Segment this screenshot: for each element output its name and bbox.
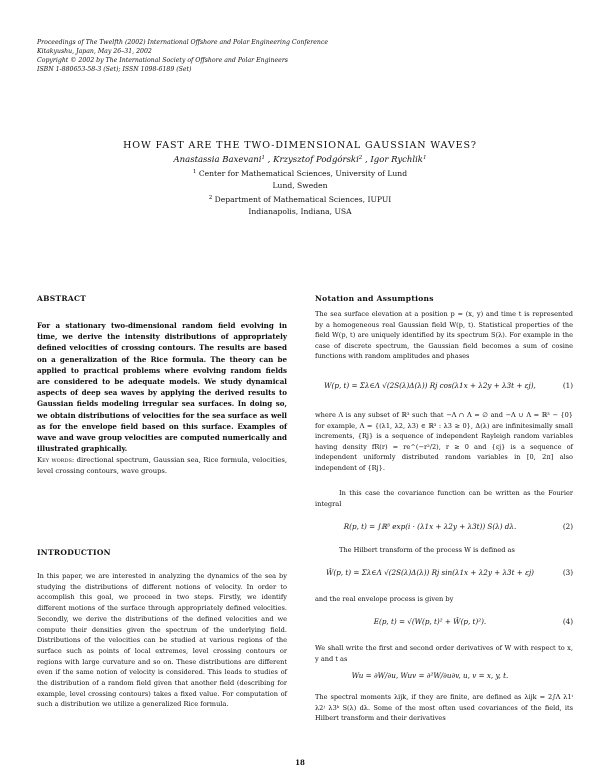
abstract-heading: ABSTRACT [37,294,87,303]
introduction-text: In this paper, we are interested in analyzing the dynamics of the sea by studying the distributions of different notions of velocity. In order to accomplish this goal, we proceed in two steps. Firstly, we identify different motions of the surface through appropriately defined velocities. Secondly, we derive the distributions of the defined velocities and we compute their densities given the spectrum of the underlying field. Distributions of the velocities can be studied at various regions of the surface such as points of local extremes, level crossing contours or regions with large curvature and so on. These distributions are different even if the same notion of velocity is considered. This leads to studies of the distribution of a random field given that another field (describing for example, level crossing contours) takes a fixed value. For computation of such a distribution we utilize a generalized Rice formula. [37,572,287,709]
affiliation-superscript: 2 [208,195,213,201]
header-line: ISBN 1-880653-58-3 (Set); ISSN 1098-6189 (Set) [37,66,192,73]
author-name: Anastassia Baxevani [173,155,262,165]
notation-paragraph: and the real envelope process is given by [315,595,454,603]
affiliation-1 [0,169,600,178]
equation-2 [315,522,573,534]
affiliation-1-location: Lund, Sweden [272,181,328,190]
equation-body: Ŵ(p, t) = Σλ∈Λ √(2S(λ)Δ(λ)) Rj sin(λ1x + λ2y + λ3t + εj) [326,568,534,577]
page-number: 18 [295,758,305,767]
keywords [37,455,287,477]
author-superscript: 2 [358,155,363,161]
equation-4 [315,617,573,629]
equation-number: (4) [562,617,573,626]
header-line: Proceedings of The Twelfth (2002) International Offshore and Polar Engineering Conference [37,39,329,46]
notation-paragraph: The spectral moments λijk, if they are finite, are defined as λijk = 2∫Λ λ1ⁱ λ2ʲ λ3ᵏ S(λ) dλ. Some of the most often used covariances of the field, its Hilbert transform and their derivatives [315,693,573,723]
affiliation-2 [0,195,600,204]
affiliation-line: Department of Mathematical Sciences, IUPUI [214,195,392,204]
equation-number: (2) [562,522,573,531]
author-separator: , [362,155,371,165]
keywords-label: Key words: [37,456,75,464]
abstract-text: For a stationary two-dimensional random field evolving in time, we derive the intensity distributions of appropriately defined velocities of crossing contours. The results are based on a generalization of the Rice formula. The theory can be applied to practical problems where evolving random fields are considered to be adequate models. We study dynamical aspects of deep sea waves by applying the derived results to Gaussian fields modeling irregular sea surfaces. In doing so, we obtain distributions of velocities for the sea surface as well as for the envelope field based on this surface. Examples of wave and wave group velocities are computed numerically and illustrated graphically. [37,321,287,454]
proceedings-header [37,38,437,74]
paper-title: HOW FAST ARE THE TWO-DIMENSIONAL GAUSSIAN WAVES? [123,140,477,151]
notation-paragraph: In this case the covariance function can be written as the Fourier integral [315,489,573,508]
equation-3 [315,568,573,580]
equation-1 [315,381,573,393]
affiliation-line: Center for Mathematical Sciences, University of Lund [198,169,408,178]
equation-5 [315,671,573,683]
author-name: Igor Rychlik [370,155,423,165]
author-superscript: 1 [261,155,265,161]
equation-body: E(p, t) = √(W(p, t)² + Ŵ(p, t)²). [373,617,487,626]
affiliation-2-location: Indianapolis, Indiana, USA [248,207,352,216]
header-line: Kitakyushu, Japan, May 26–31, 2002 [37,48,152,55]
author-superscript: 1 [422,155,427,161]
author-name: Krzysztof Podgórski [273,155,359,165]
author-list [0,155,600,165]
introduction-heading: INTRODUCTION [37,548,111,557]
header-line: Copyright © 2002 by The International Society of Offshore and Polar Engineers [37,57,288,64]
notation-paragraph: We shall write the first and second order derivatives of W with respect to x, y and t as [315,644,573,663]
equation-number: (3) [562,568,573,577]
notation-heading: Notation and Assumptions [315,294,434,303]
author-separator: , [264,155,274,165]
equation-body: R(p, t) = ∫ℝ³ exp(i · (λ1x + λ2y + λ3t)) S(λ) dλ. [343,522,517,531]
equation-body: Wu = ∂W/∂u, Wuv = ∂²W/∂u∂v, u, v = x, y, t. [351,671,509,680]
equation-body: W(p, t) = Σλ∈Λ √(2S(λ)Δ(λ)) Rj cos(λ1x + λ2y + λ3t + εj), [324,381,536,390]
notation-paragraph: The Hilbert transform of the process W is defined as [339,546,515,554]
keywords-text: directional spectrum, Gaussian sea, Rice formula, velocities, level crossing contours, wave groups. [37,456,287,475]
notation-paragraph: The sea surface elevation at a position p = (x, y) and time t is represented by a homogeneous real Gaussian field W(p, t). Statistical properties of the field W(p, t) are uniquely identified by its spectrum S(λ). For example in the case of discrete spectrum, the Gaussian field becomes a sum of cosine functions with random amplitudes and phases [315,310,573,361]
equation-number: (1) [562,381,573,390]
notation-paragraph: where Λ is any subset of ℝ³ such that −Λ ∩ Λ = ∅ and −Λ ∪ Λ = ℝ³ − {0} for example, Λ = {(λ1, λ2, λ3) ∈ ℝ³ : λ3 ≥ 0}, Δ(λ) are infinitesimally small increments, {Rj} is a sequence of independent Rayleigh random variables having density fR(r) = re^(−r²/2), r ≥ 0 and {εj} is a sequence of independent uniformly distributed random variables in [0, 2π] also independent of {Rj}. [315,411,573,472]
affiliation-superscript: 1 [192,169,197,175]
